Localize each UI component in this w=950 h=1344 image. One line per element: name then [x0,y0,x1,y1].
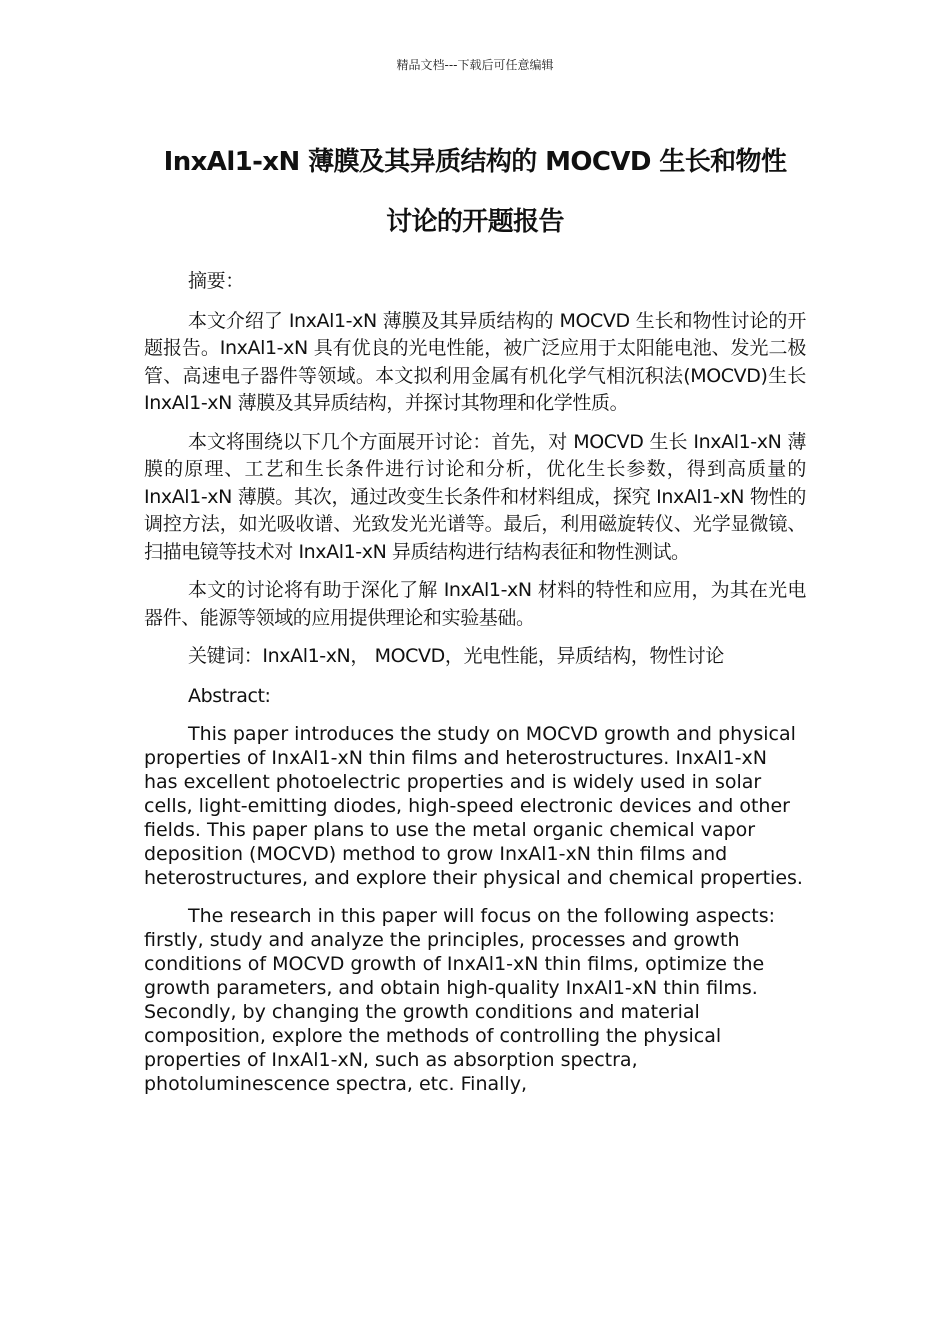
document-title [120,132,830,252]
abstract-cn-paragraph-1: 本文介绍了 InxAl1-xN 薄膜及其异质结构的 MOCVD 生长和物性讨论的开题报告。InxAl1-xN 具有优良的光电性能，被广泛应用于太阳能电池、发光二极管、高速电子器件等领域。本文拟利用金属有机化学气相沉积法(MOCVD)生长 InxAl1-xN 薄膜及其异质结构，并探讨其物理和化学性质。 [144,309,806,414]
abstract-en-paragraph-2: The research in this paper will focus on the following aspects: firstly, study and analyze the principles, processes and growth conditions of MOCVD growth of InxAl1-xN thin films, optimize the growth parameters, and obtain high-quality InxAl1-xN thin films. Secondly, by changing the growth conditions and material composition, explore the methods of controlling the physical properties of InxAl1-xN, such as absorption spectra, photoluminescence spectra, etc. Finally, [144,905,776,1095]
abstract-en-paragraph-1: This paper introduces the study on MOCVD growth and physical properties of InxAl1-xN thin films and heterostructures. InxAl1-xN has excellent photoelectric properties and is widely used in solar cells, light-emitting diodes, high-speed electronic devices and other fields. This paper plans to use the metal organic chemical vapor deposition (MOCVD) method to grow InxAl1-xN thin films and heterostructures, and explore their physical and chemical properties. [144,723,803,889]
header-note: 精品文档---下载后可任意编辑 [396,58,554,72]
abstract-cn-label: 摘要： [188,270,244,292]
abstract-cn-paragraph-3: 本文的讨论将有助于深化了解 InxAl1-xN 材料的特性和应用，为其在光电器件、能源等领域的应用提供理论和实验基础。 [144,579,806,629]
keywords-line: 关键词：InxAl1-xN， MOCVD，光电性能，异质结构，物性讨论 [188,645,724,667]
document-body [144,268,806,1110]
abstract-en-label: Abstract: [188,684,271,707]
abstract-cn-paragraph-2: 本文将围绕以下几个方面展开讨论：首先，对 MOCVD 生长 InxAl1-xN 薄膜的原理、工艺和生长条件进行讨论和分析，优化生长参数，得到高质量的 InxAl1-xN 薄膜。其次，通过改变生长条件和材料组成，探究 InxAl1-xN 物性的调控方法，如光吸收谱、光致发光光谱等。最后，利用磁旋转仪、光学显微镜、扫描电镜等技术对 InxAl1-xN 异质结构进行结构表征和物性测试。 [144,430,806,563]
title-line-2: 讨论的开题报告 [386,207,564,237]
title-line-1: InxAl1-xN 薄膜及其异质结构的 MOCVD 生长和物性 [163,147,787,177]
